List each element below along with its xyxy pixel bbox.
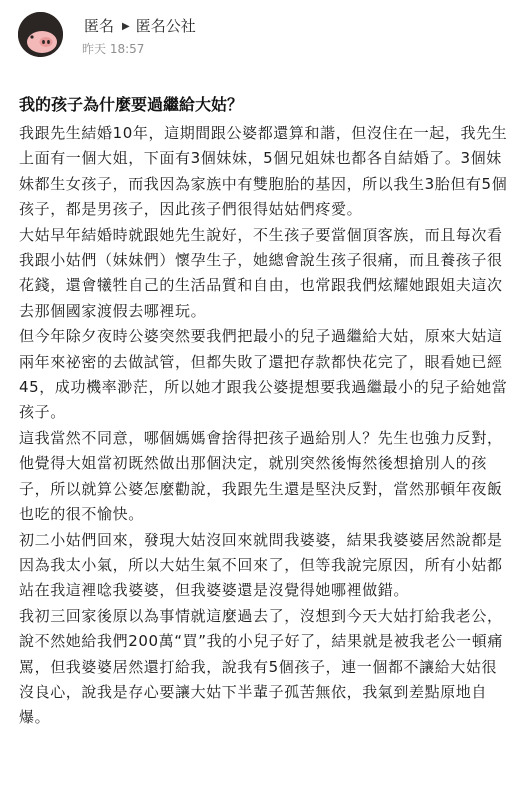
post-header [18,12,508,62]
author-name[interactable]: 匿名 [84,17,115,35]
post-meta [84,16,196,37]
post-paragraph: 初二小姑們回來，發現大姑沒回來就問我婆婆，結果我婆婆居然說都是因為我太小氣，所以大姑生氣不回來了，但等我說完原因，所有小姑都站在我這裡唸我婆婆，但我婆婆還是沒覺得她哪裡做錯。 [19,530,503,600]
avatar[interactable] [18,12,63,57]
post-paragraph: 大姑早年結婚時就跟她先生說好，不生孩子要當個頂客族，而且每次看我跟小姑們（妹妹們）懷孕生子，她總會說生孩子很痛，而且養孩子很花錢，還會犧牲自己的生活品質和自由，也常跟我們炫耀她跟姐夫這次去那個國家渡假去哪裡玩。 [19,225,503,320]
pig-face-icon [18,12,63,57]
post-paragraph: 這我當然不同意，哪個媽媽會捨得把孩子過給別人？先生也強力反對，他覺得大姐當初既然做出那個決定，就別突然後悔然後想搶別人的孩子，所以就算公婆怎麼勸說，我跟先生還是堅決反對，當然那頓年夜飯也吃的很不愉快。 [19,428,503,524]
forum-name[interactable]: 匿名公社 [135,17,196,35]
post-title: 我的孩子為什麼要過繼給大姑？ [19,95,244,114]
post-paragraph: 但今年除夕夜時公婆突然要我們把最小的兒子過繼給大姑，原來大姑這兩年來祕密的去做試管，但都失敗了還把存款都快花完了，眼看她已經45，成功機率渺茫，所以她才跟我公婆提想要我過繼最小的兒子給她當孩子。 [19,327,508,422]
triangle-right-icon: ▶ [122,21,130,32]
post-paragraph: 我初三回家後原以為事情就這麼過去了，沒想到今天大姑打給我老公，說不然她給我們200萬“買”我的小兒子好了，結果就是被我老公一頓痛罵，但我婆婆居然還打給我，說我有5個孩子，連一個都不讓給大姑很沒良心，說我是存心要讓大姑下半輩子孤苦無依，我氣到差點原地自爆。 [19,606,503,727]
post-time: 昨天 18:57 [82,42,145,56]
post-content [19,121,509,731]
post-paragraph: 我跟先生結婚10年，這期間跟公婆都還算和諧，但沒住在一起，我先生上面有一個大姐，下面有3個妹妹，5個兄姐妹也都各自結婚了。3個妹妹都生女孩子，而我因為家族中有雙胞胎的基因，所以我生3胎但有5個孩子，都是男孩子，因此孩子們很得姑姑們疼愛。 [19,124,508,219]
